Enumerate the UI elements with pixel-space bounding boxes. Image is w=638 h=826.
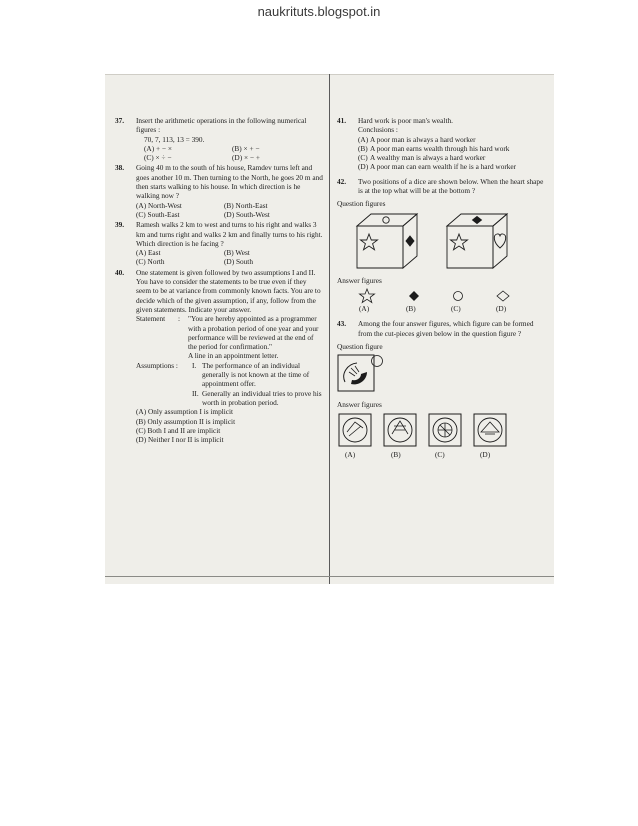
option-d (358, 162, 549, 171)
option-key: (C) (358, 153, 368, 163)
question-42 (337, 177, 549, 196)
option-d: (D) South-West (224, 209, 270, 219)
answer-label-b: (B) (391, 450, 401, 460)
options (136, 407, 323, 444)
option-d: (D) South (224, 257, 253, 267)
question-text: Two positions of a dice are shown below. When the heart shape is at the top what will be at the bottom ? (358, 176, 544, 196)
option-b: (B) North-East (224, 200, 268, 210)
answer-label-b: (B) (406, 303, 416, 313)
dice-answer-figures (337, 288, 549, 304)
question-number: 43. (337, 319, 347, 329)
question-text: One statement is given followed by two assumptions I and II. You have to consider the statements to be true even if they seem to be at variance from commonly known facts. You are to decide which of the given assumption, if any, follow from the given statements. Indicate your answer. (136, 267, 321, 314)
statement (136, 314, 323, 360)
assumptions (136, 361, 323, 407)
bottom-rule (105, 576, 554, 577)
question-text: Hard work is poor man's wealth. (358, 116, 453, 125)
option-d: (D) × − + (232, 153, 260, 163)
option-text: A poor man is always a hard worker (370, 134, 476, 144)
question-figure-label: Question figure (337, 341, 383, 351)
option-d: (D) Neither I nor II is implicit (136, 435, 224, 445)
diamond-icon (406, 236, 414, 246)
option-key: (D) (358, 162, 369, 172)
option-a: (A) North-West (136, 200, 182, 210)
question-number: 38. (115, 163, 125, 173)
answer-figure-b (384, 414, 416, 446)
statement-label: Statement (136, 314, 166, 324)
dice-answer-labels (337, 304, 549, 313)
question-40 (115, 268, 323, 445)
diamond-icon (409, 291, 419, 301)
answer-label-c: (C) (435, 450, 445, 460)
option-key: (A) (358, 134, 369, 144)
answer-label-a: (A) (345, 450, 356, 460)
answer-label-c: (C) (451, 303, 461, 313)
cut-pieces-question-figure (337, 354, 549, 396)
assumption-2-number: II. (192, 388, 199, 398)
diamond-outline-icon (497, 291, 509, 301)
options (136, 144, 323, 163)
statement-text: "You are hereby appointed as a programmer with a probation period of one year and your performance will be reviewed at the end of the period for confirmation." (188, 314, 319, 352)
options (136, 248, 323, 267)
cut-pieces-answer-figures (337, 412, 549, 448)
dice-figure-1 (357, 214, 417, 268)
option-a: (A) + − × (144, 143, 172, 153)
option-text: A wealthy man is always a hard worker (370, 153, 486, 163)
dice-question-figures (337, 212, 549, 272)
question-43 (337, 319, 549, 338)
circle-icon (383, 216, 389, 222)
dice-figure-2 (447, 214, 507, 268)
answer-figure-d (474, 414, 506, 446)
question-37 (115, 116, 323, 162)
option-c (358, 153, 549, 162)
star-icon (361, 234, 378, 250)
option-c: (C) North (136, 257, 165, 267)
expression: 70, 7, 113, 13 = 390. (144, 134, 205, 144)
option-c: (C) × ÷ − (144, 153, 172, 163)
assumption-1-number: I. (192, 360, 197, 370)
option-a: (A) East (136, 248, 161, 258)
question-text: Going 40 m to the south of his house, Ramdev turns left and goes another 10 m. Then turning to the North, he goes 20 m and then starts walking to his house. In which direction is he walking now ? (136, 163, 323, 201)
assumption-1-text: The performance of an individual generally is not known at the time of appointment offer. (202, 360, 310, 389)
cut-pieces-answer-labels (337, 450, 549, 459)
option-b: (B) × + − (232, 143, 260, 153)
option-c: (C) Both I and II are implicit (136, 425, 221, 435)
answer-figures-label: Answer figures (337, 400, 382, 410)
option-b: (B) Only assumption II is implicit (136, 416, 236, 426)
answer-figure-c (429, 414, 461, 446)
answer-figures-label: Answer figures (337, 275, 382, 285)
question-number: 40. (115, 267, 125, 277)
option-text: A poor man can earn wealth if he is a hard worker (370, 162, 517, 172)
question-text: Among the four answer figures, which figure can be formed from the cut-pieces given below in the question figure ? (358, 319, 534, 338)
answer-label-d: (D) (480, 450, 491, 460)
star-icon (360, 289, 375, 303)
option-b: (B) West (224, 248, 250, 258)
question-text: Insert the arithmetic operations in the following numerical figures : (136, 116, 307, 135)
question-text: Ramesh walks 2 km to west and turns to his right and walks 3 km and turns right and walks 2 km and finally turns to his right. Which direction is he facing ? (136, 220, 323, 248)
option-a (358, 135, 549, 144)
question-paper-scan (105, 74, 554, 584)
right-column (337, 116, 549, 460)
option-c: (C) South-East (136, 209, 180, 219)
question-number: 42. (337, 176, 347, 186)
heart-icon (494, 234, 505, 248)
assumption-2-text: Generally an individual tries to prove his worth in probation period. (202, 388, 322, 407)
circle-icon (454, 291, 463, 300)
assumptions-label: Assumptions : (136, 360, 178, 370)
statement-note: A line in an appointment letter. (188, 351, 279, 361)
diamond-icon (473, 216, 482, 223)
question-figures-label: Question figures (337, 199, 386, 209)
conclusions-label: Conclusions : (358, 125, 398, 135)
question-41 (337, 116, 549, 172)
question-38 (115, 163, 323, 219)
left-column (115, 116, 323, 445)
statement-colon: : (178, 314, 181, 324)
site-title: naukrituts.blogspot.in (257, 4, 381, 19)
question-number: 41. (337, 116, 347, 125)
question-39 (115, 220, 323, 266)
option-a: (A) Only assumption I is implicit (136, 407, 234, 417)
answer-label-a: (A) (359, 303, 370, 313)
options (136, 201, 323, 220)
answer-label-d: (D) (496, 303, 507, 313)
option-key: (B) (358, 143, 368, 153)
option-text: A poor man earns wealth through his hard work (370, 143, 510, 153)
answer-figure-a (339, 414, 371, 446)
option-b (358, 144, 549, 153)
question-number: 39. (115, 220, 125, 230)
star-icon (451, 234, 468, 250)
question-number: 37. (115, 116, 125, 125)
